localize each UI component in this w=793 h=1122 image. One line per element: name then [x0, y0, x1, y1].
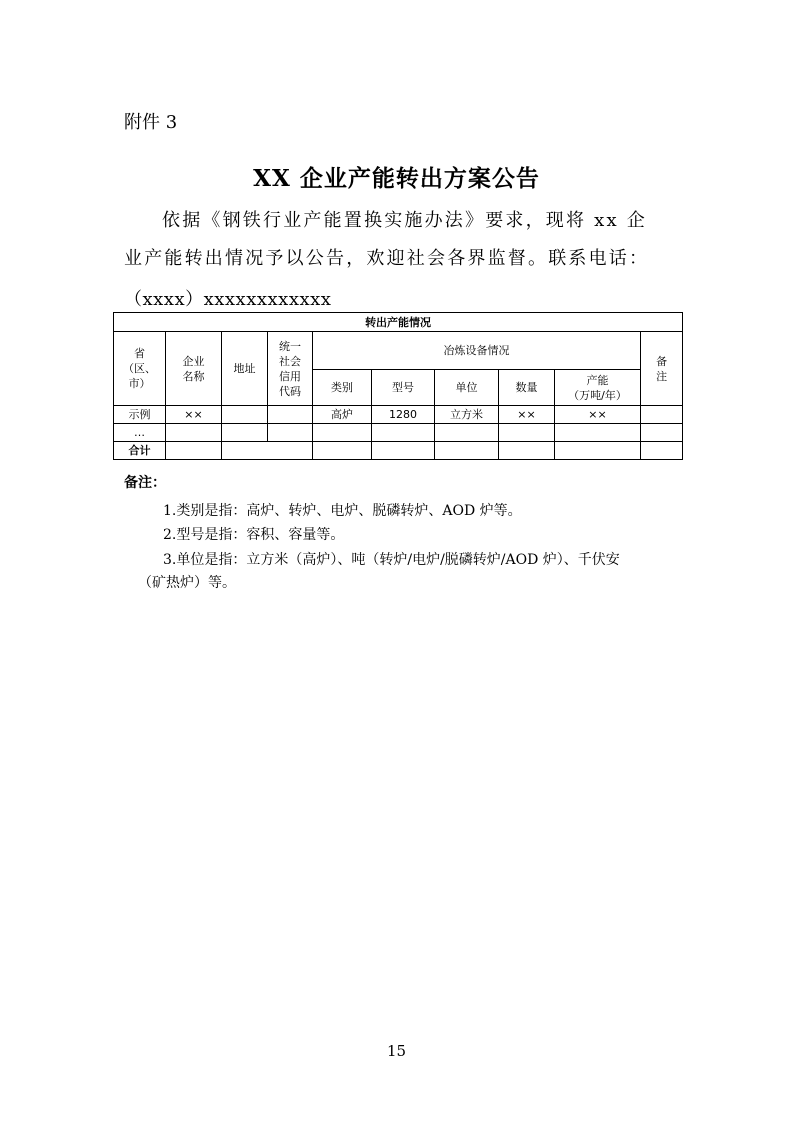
header-address: 地址	[222, 332, 268, 406]
cell-credit-code	[268, 406, 313, 424]
table-row	[114, 424, 683, 442]
cell-capacity	[555, 424, 641, 442]
cell-remarks	[641, 424, 683, 442]
cell-model	[372, 424, 435, 442]
header-unit: 单位	[435, 370, 499, 406]
note-item-1: 1.类别是指：高炉、转炉、电炉、脱磷转炉、AOD 炉等。	[163, 503, 522, 519]
attachment-label: 附件 3	[124, 112, 178, 133]
page-number: 15	[386, 1042, 407, 1060]
intro-line-2: 业产能转出情况予以公告，欢迎社会各界监督。联系电话：	[124, 248, 650, 269]
header-model: 型号	[372, 370, 435, 406]
notes-heading: 备注：	[124, 475, 166, 491]
intro-line-3: （xxxx）xxxxxxxxxxxx	[124, 289, 332, 310]
cell-capacity: ××	[555, 406, 641, 424]
cell-address	[222, 406, 268, 424]
cell-province: 示例	[114, 406, 166, 424]
intro-line-1	[124, 206, 669, 232]
cell-remarks	[641, 406, 683, 424]
cell-empty	[372, 442, 435, 460]
cell-empty	[166, 442, 222, 460]
cell-quantity: ××	[499, 406, 555, 424]
cell-quantity	[499, 424, 555, 442]
header-equipment-group: 冶炼设备情况	[313, 332, 641, 370]
cell-model: 1280	[372, 406, 435, 424]
cell-empty	[222, 442, 313, 460]
header-capacity: 产能 （万吨/年）	[555, 370, 641, 406]
capacity-transfer-table	[113, 312, 683, 460]
cell-unit	[435, 424, 499, 442]
header-credit-code: 统一 社会 信用 代码	[268, 332, 313, 406]
header-remarks: 备 注	[641, 332, 683, 406]
table-row	[114, 406, 683, 424]
cell-address	[222, 424, 268, 442]
total-label: 合计	[114, 442, 166, 460]
cell-credit-code	[268, 424, 313, 442]
header-province: 省 （区、 市）	[114, 332, 166, 406]
note-item-3-continued: （矿热炉）等。	[138, 575, 236, 591]
cell-category: 高炉	[313, 406, 372, 424]
document-title: XX 企业产能转出方案公告	[253, 165, 540, 192]
header-category: 类别	[313, 370, 372, 406]
cell-empty	[555, 442, 641, 460]
cell-empty	[499, 442, 555, 460]
header-company: 企业 名称	[166, 332, 222, 406]
total-row	[114, 442, 683, 460]
cell-company: ××	[166, 406, 222, 424]
cell-empty	[313, 442, 372, 460]
header-quantity: 数量	[499, 370, 555, 406]
table-title: 转出产能情况	[114, 313, 683, 332]
cell-empty	[435, 442, 499, 460]
cell-unit: 立方米	[435, 406, 499, 424]
cell-company	[166, 424, 222, 442]
cell-empty	[641, 442, 683, 460]
note-item-3: 3.单位是指：立方米（高炉）、吨（转炉/电炉/脱磷转炉/AOD 炉）、千伏安	[163, 552, 620, 568]
intro-line-1-text: 依据《钢铁行业产能置换实施办法》要求，现将 xx 企	[162, 210, 647, 231]
cell-category	[313, 424, 372, 442]
cell-province: …	[114, 424, 166, 442]
note-item-2: 2.型号是指：容积、容量等。	[163, 527, 345, 543]
